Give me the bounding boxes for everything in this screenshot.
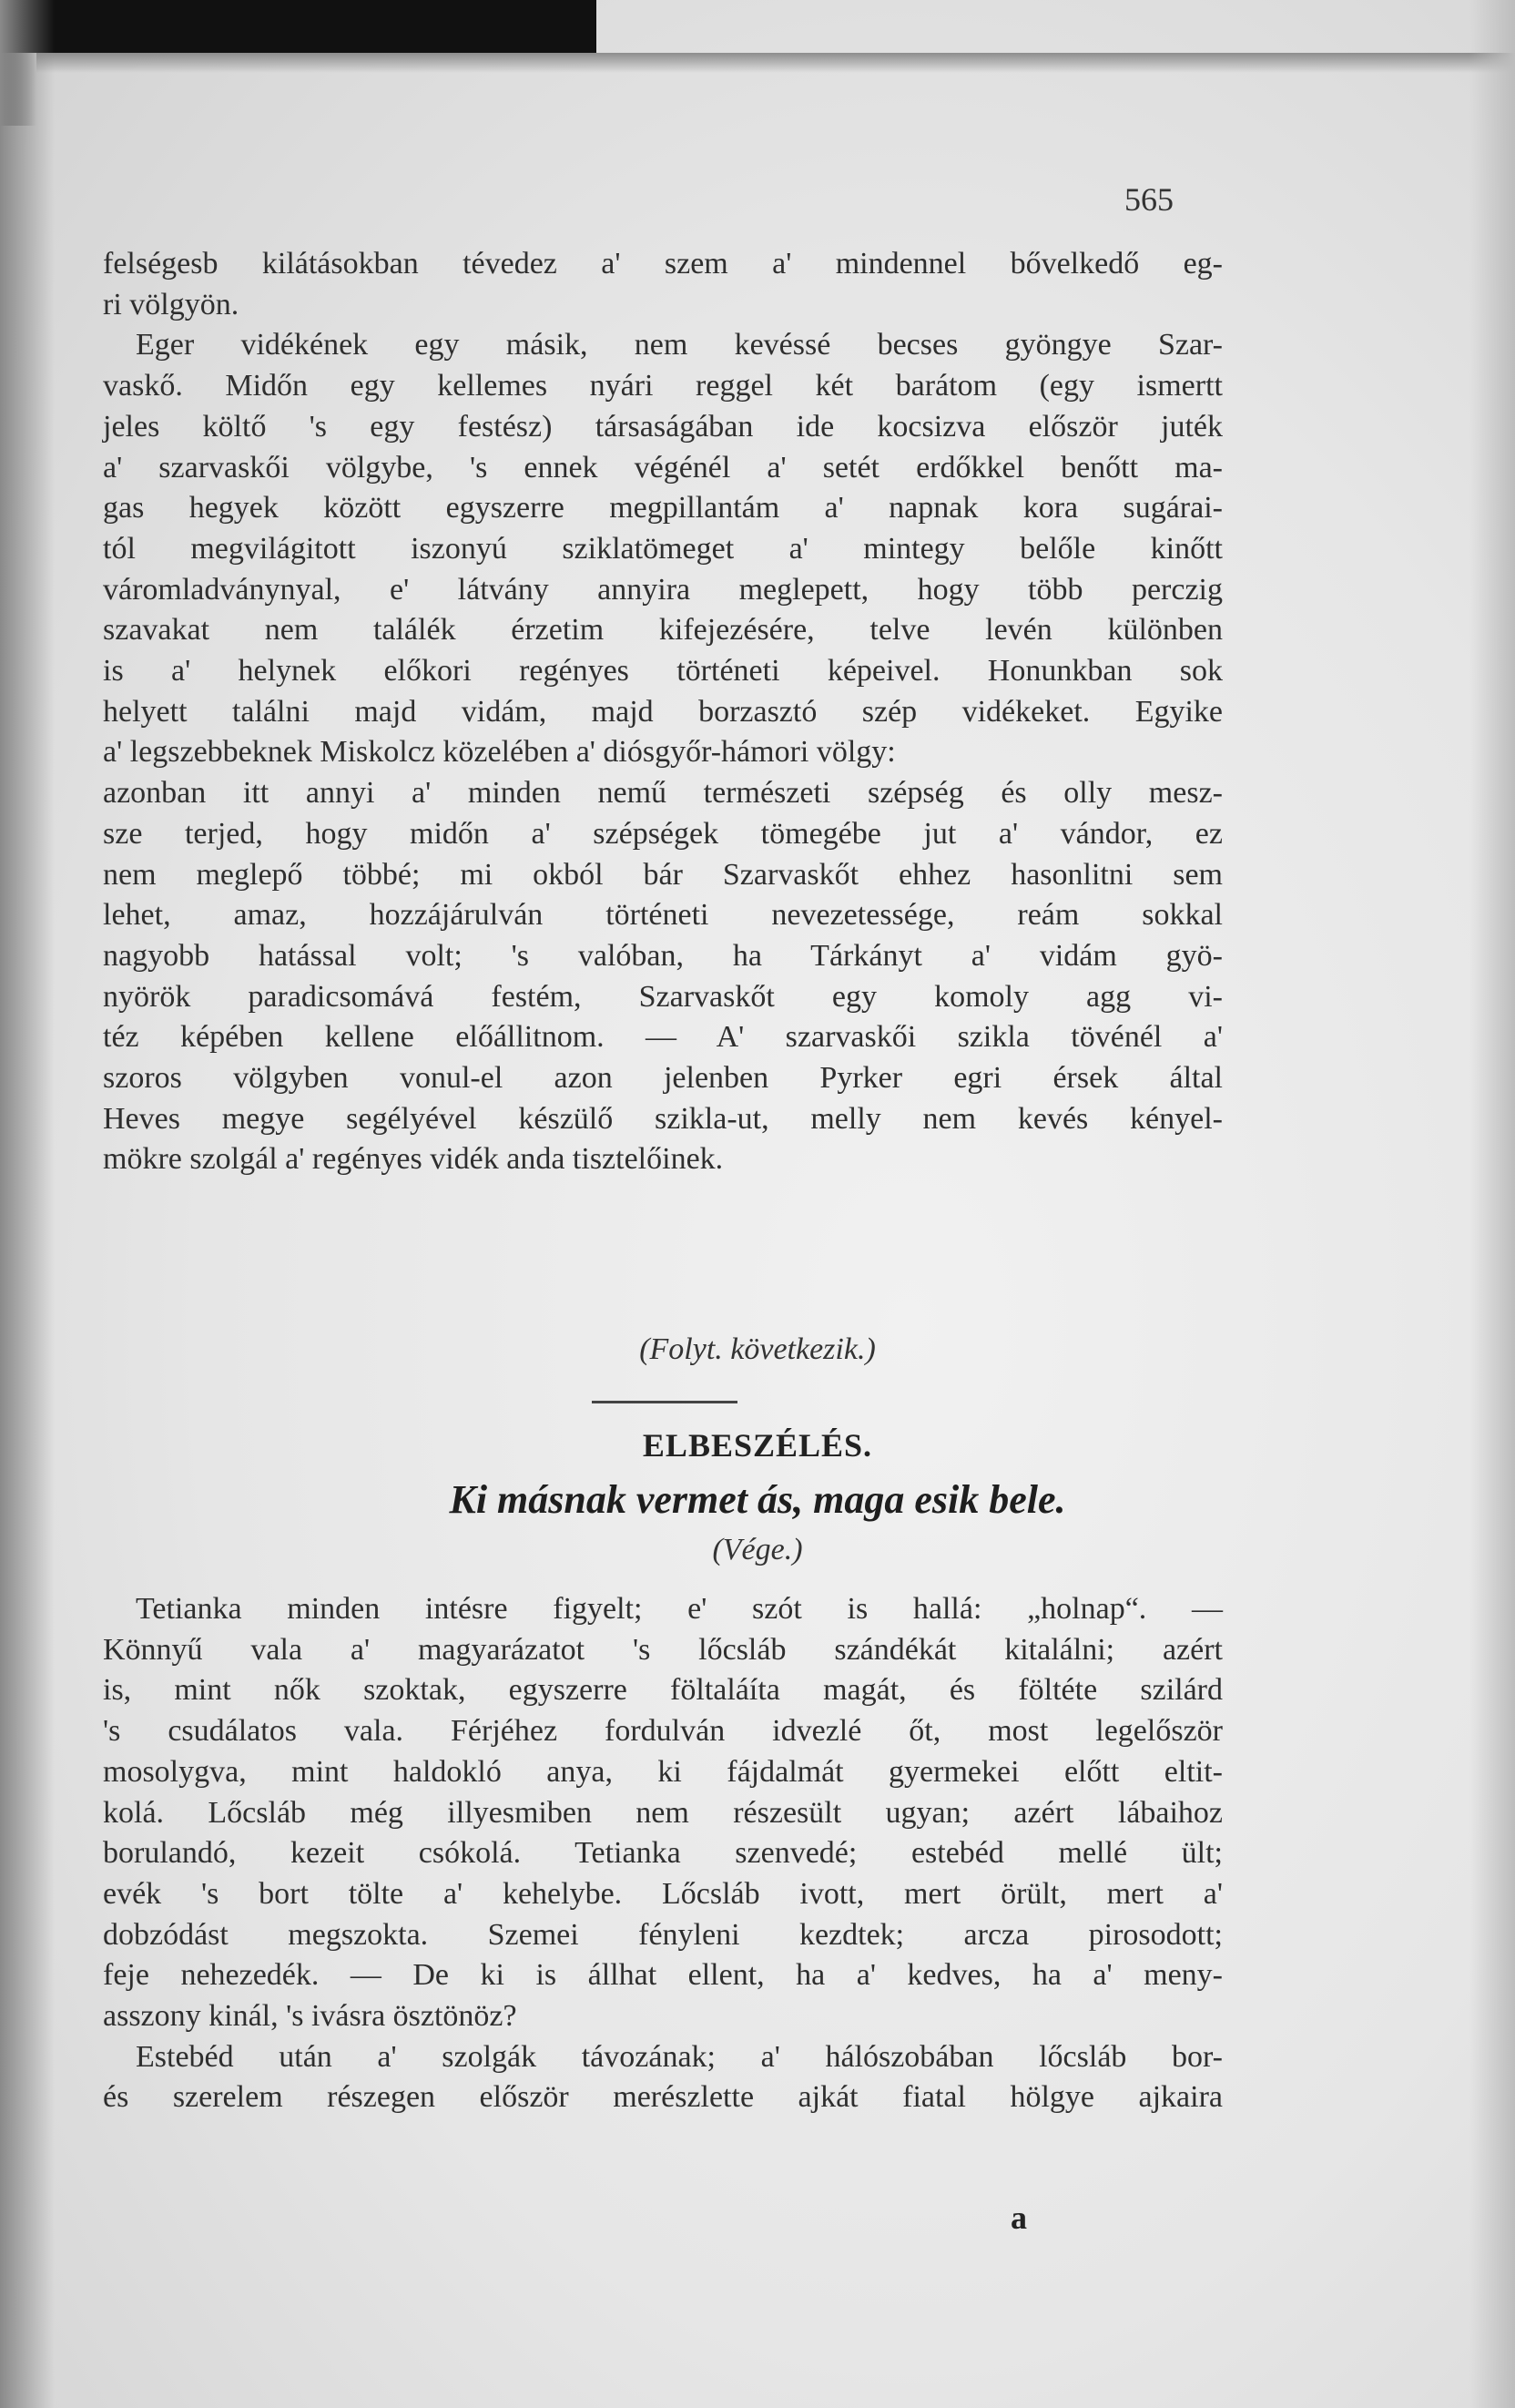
scan-spine-shadow bbox=[0, 0, 55, 2408]
text-line: a' legszebbeknek Miskolcz közelében a' diósgyőr-hámori völgy: bbox=[103, 735, 896, 770]
scan-right-edge bbox=[1469, 0, 1515, 2408]
page-number: 565 bbox=[1124, 181, 1174, 218]
section-divider bbox=[592, 1401, 737, 1403]
text-line: lehet, amaz, hozzájárulván történeti nevezetessége, reám sokkal bbox=[103, 898, 1223, 933]
text-line: gas hegyek között egyszerre megpillantám a' napnak kora sugárai- bbox=[103, 491, 1223, 525]
text-line: a' szarvaskői völgybe, 's ennek végénél a' setét erdőkkel benőtt ma- bbox=[103, 450, 1223, 485]
story-text bbox=[103, 1589, 1223, 2118]
text-line: váromladványnyal, e' látvány annyira meglepett, hogy több perczig bbox=[103, 572, 1223, 607]
story-subtitle: (Vége.) bbox=[712, 1533, 803, 1566]
scan-dark-corner bbox=[0, 0, 596, 53]
text-line: helyett találni majd vidám, majd borzasztó szép vidékeket. Egyike bbox=[103, 694, 1223, 729]
text-line: is a' helynek előkori regényes történeti képeivel. Honunkban sok bbox=[103, 654, 1223, 689]
text-line: azonban itt annyi a' minden nemű természeti szépség és olly mesz- bbox=[103, 776, 1223, 811]
text-line: felségesb kilátásokban tévedez a' szem a' mindennel bővelkedő eg- bbox=[103, 247, 1223, 281]
text-line: és szerelem részegen először merészlette ajkát fiatal hölgye ajkaira bbox=[103, 2080, 1223, 2115]
text-line: téz képében kellene előállitnom. — A' szarvaskői szikla tövénél a' bbox=[103, 1020, 1223, 1055]
text-line: nem meglepő többé; mi okból bár Szarvaskőt ehhez hasonlitni sem bbox=[103, 857, 1223, 892]
text-line: Heves megye segélyével készülő szikla-ut, melly nem kevés kényel- bbox=[103, 1101, 1223, 1136]
text-line: jeles költő 's egy festész) társaságában ide kocsizva először juték bbox=[103, 409, 1223, 444]
text-line: Eger vidékének egy másik, nem kevéssé becses gyöngye Szar- bbox=[136, 328, 1223, 362]
text-line: mökre szolgál a' regényes vidék anda tisztelőinek. bbox=[103, 1142, 724, 1177]
text-line: 's csudálatos vala. Férjéhez fordulván idvezlé őt, most legelőször bbox=[103, 1714, 1223, 1749]
text-line: is, mint nők szoktak, egyszerre föltaláíta magát, és föltéte szilárd bbox=[103, 1673, 1223, 1708]
text-line: dobzódást megszokta. Szemei fényleni kezdtek; arcza pirosodott; bbox=[103, 1917, 1223, 1952]
text-line: Tetianka minden intésre figyelt; e' szót is hallá: „holnap“. — bbox=[136, 1592, 1223, 1626]
text-line: feje nehezedék. — De ki is állhat ellent, ha a' kedves, ha a' meny- bbox=[103, 1958, 1223, 1993]
text-line: asszony kinál, 's ivásra ösztönöz? bbox=[103, 1999, 517, 2034]
scan-top-shadow bbox=[36, 53, 1515, 73]
text-line: Könnyű vala a' magyarázatot 's lőcsláb szándékát kitalálni; azért bbox=[103, 1632, 1223, 1667]
text-line: nyörök paradicsomává festém, Szarvaskőt egy komoly agg vi- bbox=[103, 979, 1223, 1014]
story-title: Ki másnak vermet ás, maga esik bele. bbox=[449, 1477, 1066, 1522]
continuation-note: (Folyt. következik.) bbox=[639, 1332, 876, 1366]
text-line: mosolygva, mint haldokló anya, ki fájdalmát gyermekei előtt eltit- bbox=[103, 1754, 1223, 1789]
text-line: tól megvilágitott iszonyú sziklatömeget a' mintegy belőle kinőtt bbox=[103, 531, 1223, 566]
text-line: szoros völgyben vonul-el azon jelenben Pyrker egri érsek által bbox=[103, 1061, 1223, 1096]
text-line: kolá. Lőcsláb még illyesmiben nem részesült ugyan; azért lábaihoz bbox=[103, 1795, 1223, 1830]
text-line: ri völgyön. bbox=[103, 287, 239, 321]
travel-description-text bbox=[103, 244, 1223, 1180]
text-line: Estebéd után a' szolgák távozának; a' hálószobában lőcsláb bor- bbox=[136, 2039, 1223, 2074]
section-heading: ELBESZÉLÉS. bbox=[642, 1427, 873, 1464]
text-line: vaskő. Midőn egy kellemes nyári reggel két barátom (egy ismertt bbox=[103, 369, 1223, 403]
catchword: a bbox=[1011, 2199, 1027, 2236]
text-line: nagyobb hatással volt; 's valóban, ha Tárkányt a' vidám gyö- bbox=[103, 938, 1223, 973]
text-line: borulandó, kezeit csókolá. Tetianka szenvedé; estebéd mellé ült; bbox=[103, 1836, 1223, 1871]
text-line: evék 's bort tölte a' kehelybe. Lőcsláb ivott, mert örült, mert a' bbox=[103, 1876, 1223, 1911]
text-line: sze terjed, hogy midőn a' szépségek tömegébe jut a' vándor, ez bbox=[103, 816, 1223, 851]
text-line: szavakat nem találék érzetim kifejezésére, telve levén különben bbox=[103, 613, 1223, 648]
